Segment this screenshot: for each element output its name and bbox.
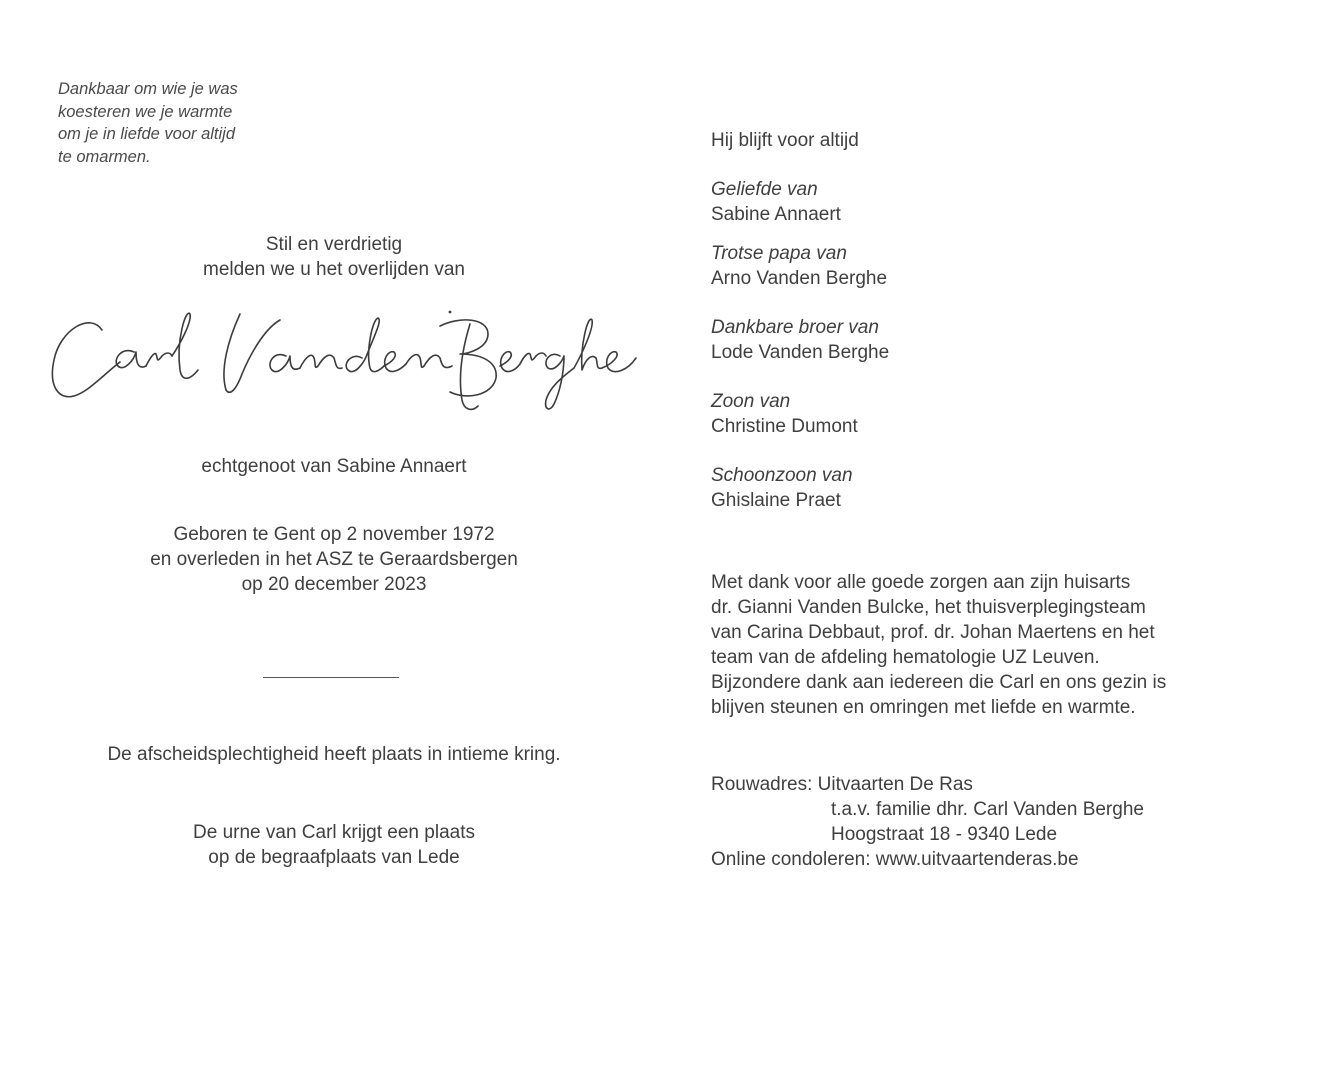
intro-line: Stil en verdrietig [265, 234, 403, 255]
spouse-line: echtgenoot van Sabine Annaert [201, 456, 467, 477]
poem-line: te omarmen. [58, 147, 151, 166]
relation-role: Schoonzoon van [711, 465, 853, 486]
relation-role: Dankbare broer van [711, 317, 879, 338]
relation-block [711, 315, 1311, 365]
thanks-line: van Carina Debbaut, prof. dr. Johan Maertens en het [711, 622, 1155, 643]
thanks-line: Bijzondere dank aan iedereen die Carl en ons gezin is [711, 672, 1167, 693]
thanks-line: team van de afdeling hematologie UZ Leuven. [711, 647, 1100, 668]
relation-name: Lode Vanden Berghe [711, 342, 890, 363]
intro-line: melden we u het overlijden van [203, 259, 465, 280]
relation-block [711, 177, 1311, 227]
contact-street: Hoogstraat 18 - 9340 Lede [831, 824, 1058, 845]
birth-line: op 20 december 2023 [241, 574, 427, 595]
relation-name: Ghislaine Praet [711, 490, 841, 511]
poem-line: koesteren we je warmte [58, 102, 233, 121]
birth-death-details [30, 522, 638, 597]
contact-online: Online condoleren: www.uitvaartenderas.be [711, 849, 1079, 870]
relation-name: Sabine Annaert [711, 204, 841, 225]
deceased-name-signature [30, 300, 638, 420]
birth-line: en overleden in het ASZ te Geraardsbergen [150, 549, 518, 570]
birth-line: Geboren te Gent op 2 november 1972 [173, 524, 495, 545]
relation-name: Arno Vanden Berghe [711, 268, 888, 289]
memorial-poem [58, 78, 318, 168]
poem-line: Dankbaar om wie je was [58, 80, 238, 98]
relation-name: Christine Dumont [711, 416, 858, 437]
urn-line: op de begraafplaats van Lede [208, 847, 460, 868]
contact-block [711, 772, 1311, 872]
urn-note [30, 820, 638, 870]
divider-line [263, 677, 399, 678]
thanks-line: blijven steunen en omringen met liefde en warmte. [711, 697, 1136, 718]
announcement-intro [30, 232, 638, 282]
contact-address-label: Rouwadres: Uitvaarten De Ras [711, 774, 973, 795]
relation-role: Trotse papa van [711, 243, 847, 264]
thanks-line: Met dank voor alle goede zorgen aan zijn huisarts [711, 572, 1131, 593]
relation-role: Zoon van [711, 391, 791, 412]
ceremony-note: De afscheidsplechtigheid heeft plaats in intieme kring. [107, 744, 561, 765]
thanks-paragraph [711, 570, 1311, 720]
signature-artwork [30, 300, 638, 420]
contact-attention: t.a.v. familie dhr. Carl Vanden Berghe [831, 799, 1144, 820]
relation-role: Geliefde van [711, 179, 818, 200]
thanks-line: dr. Gianni Vanden Bulcke, het thuisverplegingsteam [711, 597, 1146, 618]
right-intro: Hij blijft voor altijd [711, 130, 859, 151]
urn-line: De urne van Carl krijgt een plaats [193, 822, 475, 843]
relation-block [711, 463, 1311, 513]
poem-line: om je in liefde voor altijd [58, 125, 236, 143]
relation-block [711, 241, 1311, 291]
relation-block [711, 389, 1311, 439]
